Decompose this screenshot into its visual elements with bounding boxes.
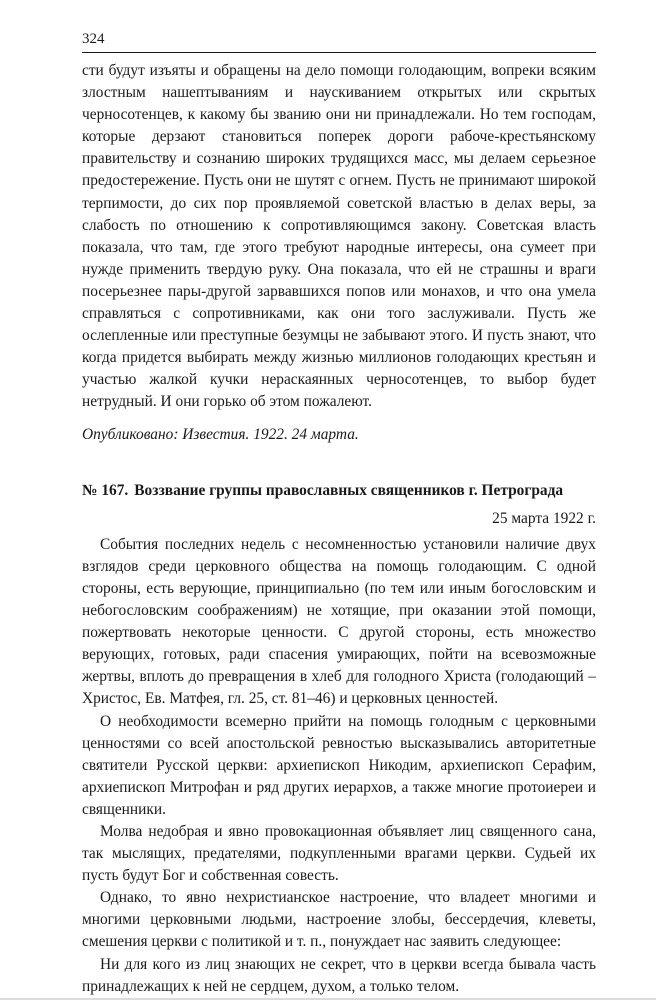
body-paragraph-3: Молва недобрая и явно провокационная объявляет лиц священного сана, так мыслящих, предателями, подкупленными врагами церкви. Судьей их пусть будут Бог и собственная совесть. <box>82 823 596 885</box>
bottom-edge <box>0 998 656 1000</box>
document-number: № 167. <box>82 481 129 499</box>
body-paragraph-1: События последних недель с несомненностью установили наличие двух взглядов среди церковного общества на помощь голодающим. С одной стороны, есть верующие, принципиально (по тем или иным богословским и небогословским соображениям) не хотящие, при оказании этой помощи, пожертвовать некоторые ценности. С другой стороны, есть множество верующих, готовых, ради спасения умирающих, пойти на всевозможные жертвы, вплоть до превращения в хлеб для голодного Христа (голодающий – Христос, Ев. Матфея, гл. 25, ст. 81–46) и церковных ценностей. <box>82 535 596 708</box>
continuation-paragraph: сти будут изъяты и обращены на дело помощи голодающим, вопреки всяким злостным нашептываниям и наускиванием открытых или скрытых черносотенцев, к какому бы званию они ни принадлежали. Но тем господам, которые дерзают становиться поперек дороги рабоче-крестьянскому правительству и сознанию широких трудящихся масс, мы делаем серьезное предостережение. Пусть они не шутят с огнем. Пусть не принимают широкой терпимости, до сих пор проявляемой советской властью в делах веры, за слабость по отношению к сопротивляющимся закону. Советская власть показала, что там, где этого требуют народные интересы, она сумеет при нужде применить твердую руку. Она показала, что ей не страшны и враги посерьезнее пары-другой зарвавшихся попов или монахов, и что она умела справляться с сопротивниками, как они того заслуживали. Пусть же ослепленные или преступные безумцы не забывают этого. И пусть знают, что когда придется выбирать между жизнью миллионов голодающих крестьян и участью жалкой кучки нераскаянных черносотенцев, то выбор будет нетрудный. И они горько об этом пожалеют. <box>82 62 596 411</box>
document-title: Воззвание группы православных священников г. Петрограда <box>134 481 564 499</box>
document-date: 25 марта 1922 г. <box>492 509 596 527</box>
header-rule <box>82 52 596 53</box>
body-paragraph-4: Однако, то явно нехристианское настроение, что владеет многими и многими церковными людьми, настроение злобы, бессердечия, клеветы, смешения церкви с политикой и т. п., понуждает нас заявить следующее: <box>82 889 596 951</box>
page-number: 324 <box>82 31 105 47</box>
source-note: Опубликовано: Известия. 1922. 24 марта. <box>82 425 359 443</box>
body-paragraph-5: Ни для кого из лиц знающих не секрет, что в церкви всегда бывала часть принадлежащих к ней не сердцем, духом, а только телом. <box>82 955 596 995</box>
body-paragraph-2: О необходимости всемерно прийти на помощь голодным с церковными ценностями со всей апостольской ревностью высказывались авторитетные святители Русской церкви: архиепископ Никодим, архиепископ Серафим, архиепископ Митрофан и ряд других иерархов, а также многие протоиереи и священники. <box>82 712 596 818</box>
document-heading <box>82 480 596 502</box>
page-content <box>82 60 596 998</box>
